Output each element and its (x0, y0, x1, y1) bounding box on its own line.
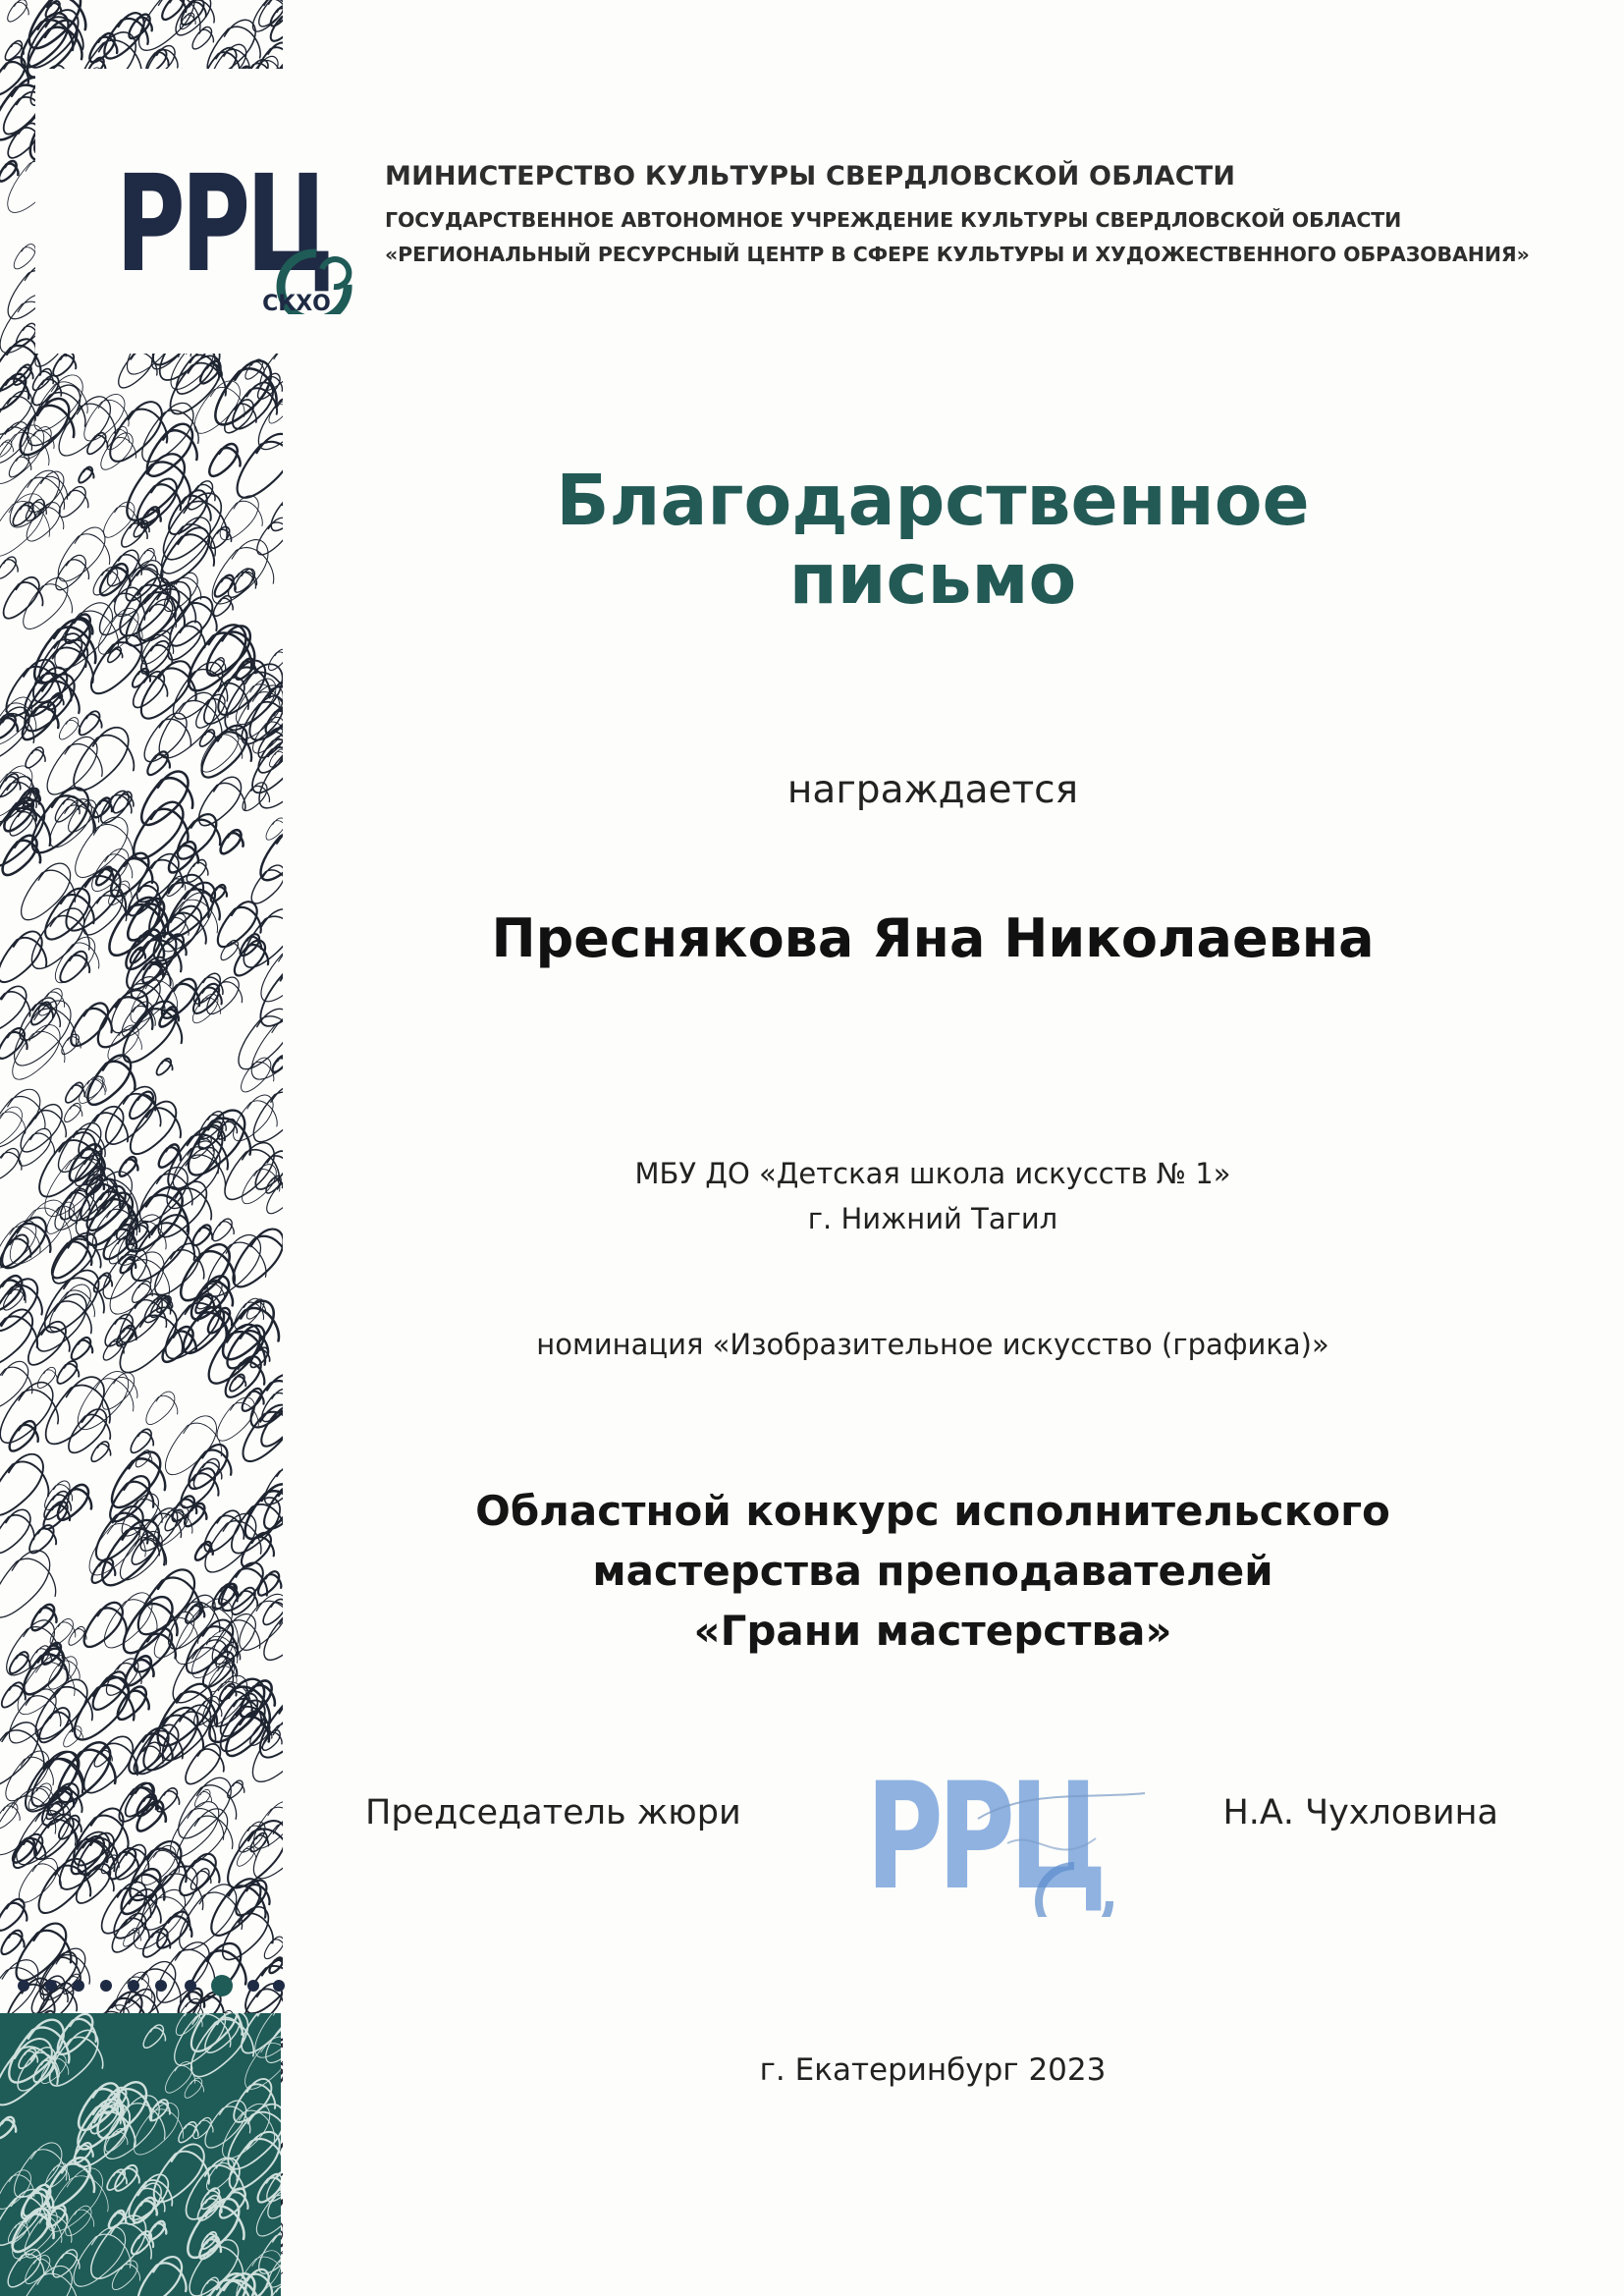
school-name: МБУ ДО «Детская школа искусств № 1» (634, 1157, 1231, 1190)
school-block (422, 1151, 1443, 1241)
title-line1: Благодарственное (556, 460, 1310, 541)
teal-ornament-block (0, 2013, 281, 2296)
nomination: номинация «Изобразительное искусство (графика)» (536, 1328, 1329, 1361)
document-title (422, 462, 1443, 619)
organization-header (385, 161, 1593, 272)
dot-separator (14, 1974, 289, 1997)
contest-line2: мастерства преподавателей (592, 1547, 1273, 1595)
institution-name-line1: ГОСУДАРСТВЕННОЕ АВТОНОМНОЕ УЧРЕЖДЕНИЕ КУЛЬТУРЫ СВЕРДЛОВСКОЙ ОБЛАСТИ (385, 208, 1402, 232)
ministry-name: МИНИСТЕРСТВО КУЛЬТУРЫ СВЕРДЛОВСКОЙ ОБЛАСТИ (385, 161, 1236, 191)
teal-calligraphy-pattern (0, 2013, 281, 2296)
logo-subtitle: СКХО (262, 292, 331, 314)
contest-name (324, 1481, 1542, 1661)
school-city: г. Нижний Тагил (807, 1202, 1058, 1235)
jury-chair-name: Н.А. Чухловина (1222, 1793, 1498, 1832)
institution-name-line2: «РЕГИОНАЛЬНЫЙ РЕСУРСНЫЙ ЦЕНТР В СФЕРЕ КУЛЬТУРЫ И ХУДОЖЕСТВЕННОГО ОБРАЗОВАНИЯ» (385, 243, 1530, 266)
contest-line1: Областной конкурс исполнительского (475, 1487, 1390, 1535)
contest-line3: «Грани мастерства» (693, 1607, 1172, 1655)
stamp-seal (860, 1750, 1155, 1917)
jury-chair-label: Председатель жюри (365, 1793, 741, 1832)
title-line2: письмо (788, 538, 1077, 620)
rrc-logo (110, 147, 355, 314)
recipient-name: Преснякова Яна Николаевна (491, 907, 1375, 969)
awarded-label: награждается (786, 768, 1079, 812)
logo-text: РРЦ (116, 147, 330, 302)
stamp-text: РРЦ (866, 1752, 1102, 1917)
city-year: г. Екатеринбург 2023 (759, 2052, 1107, 2088)
